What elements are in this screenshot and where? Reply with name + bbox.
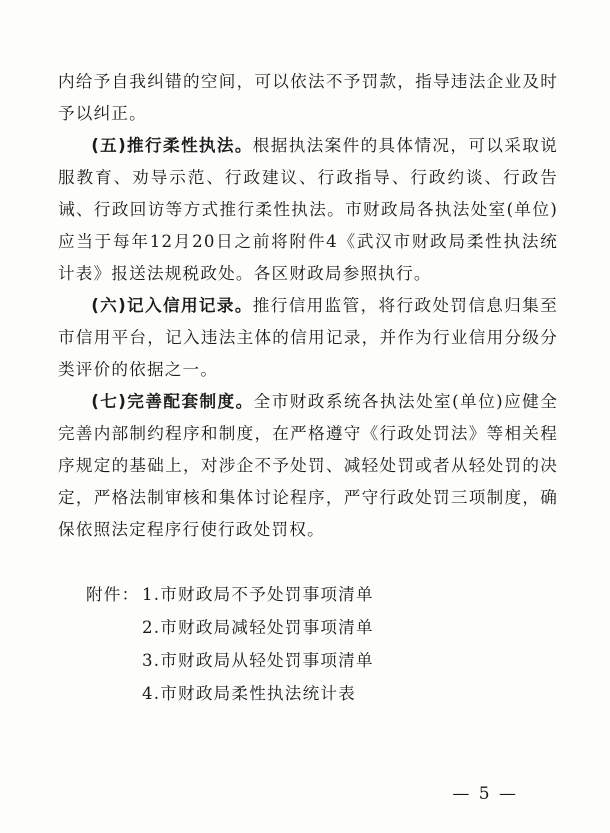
paragraph-flexible-enforcement: [58, 130, 558, 290]
paragraph-text: 内给予自我纠错的空间，可以依法不予罚款，指导违法企业及时予以纠正。: [58, 72, 558, 123]
paragraph-text: 推行信用监管，将行政处罚信息归集至市信用平台，记入违法主体的信用记录，并作为行业信用分级分类评价的依据之一。: [58, 296, 558, 379]
paragraph-heading: (七)完善配套制度。: [91, 392, 254, 411]
attachment-item: 1.市财政局不予处罚事项清单: [142, 585, 374, 604]
attachments-label: 附件：: [86, 585, 140, 604]
attachment-row: [86, 578, 546, 611]
body-text: [58, 66, 558, 546]
attachment-row: [86, 644, 546, 677]
paragraph-continuation: [58, 66, 558, 130]
paragraph-heading: (六)记入信用记录。: [91, 296, 253, 315]
paragraph-heading: (五)推行柔性执法。: [91, 136, 253, 155]
attachment-row: [86, 611, 546, 644]
paragraph-text: 根据执法案件的具体情况，可以采取说服教育、劝导示范、行政建议、行政指导、行政约谈、行政告诫、行政回访等方式推行柔性执法。市财政局各执法处室(单位)应当于每年12月20日之前将附件4《武汉市财政局柔性执法统计表》报送法规税政处。各区财政局参照执行。: [58, 136, 558, 283]
page-number: — 5 —: [452, 784, 518, 804]
attachments-list: [86, 578, 546, 710]
attachment-item: 4.市财政局柔性执法统计表: [142, 684, 356, 703]
paragraph-text: 全市财政系统各执法处室(单位)应健全完善内部制约程序和制度，在严格遵守《行政处罚法》等相关程序规定的基础上，对涉企不予处罚、减轻处罚或者从轻处罚的决定，严格法制审核和集体讨论程序，严守行政处罚三项制度，确保依照法定程序行使行政处罚权。: [58, 392, 558, 539]
attachment-row: [86, 677, 546, 710]
attachment-item: 3.市财政局从轻处罚事项清单: [142, 651, 374, 670]
attachment-item: 2.市财政局减轻处罚事项清单: [142, 618, 374, 637]
paragraph-supporting-systems: [58, 386, 558, 546]
paragraph-credit-records: [58, 290, 558, 386]
